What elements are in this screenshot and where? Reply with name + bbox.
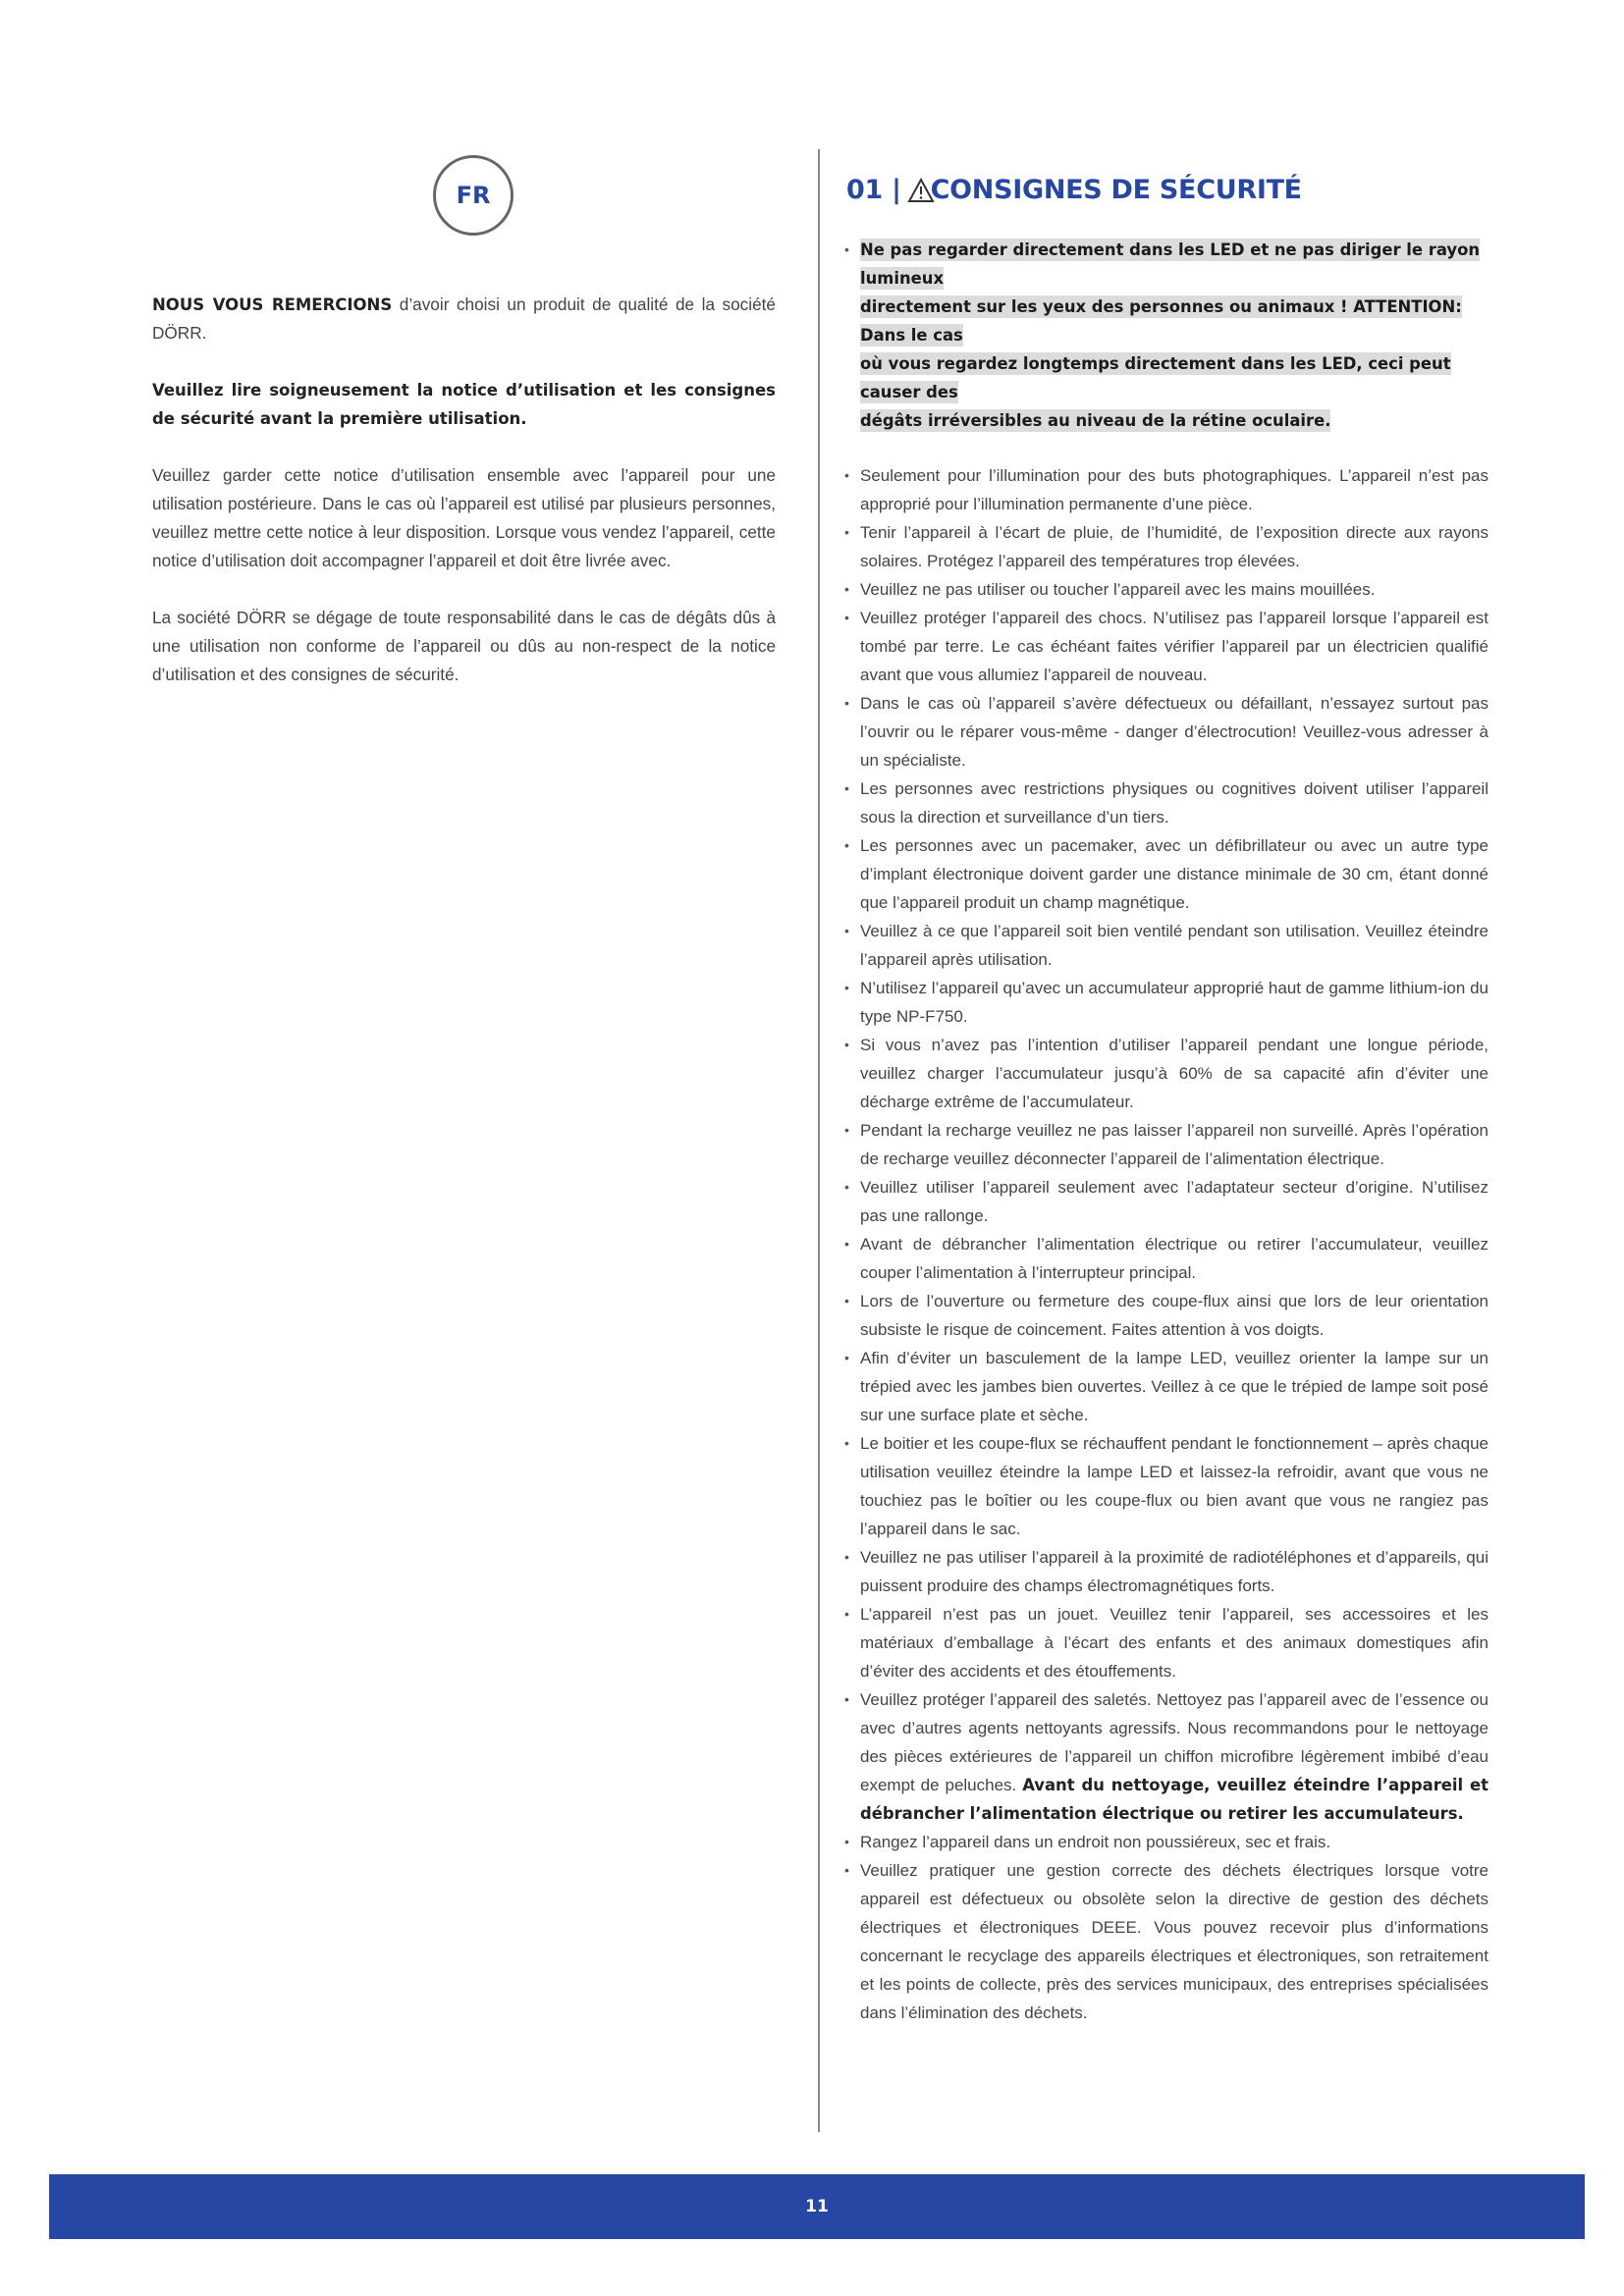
page-number: 11 xyxy=(805,2197,829,2216)
rule-text: Si vous n’avez pas l’intention d’utiliser l’appareil pendant une longue période, veuillez charger l’accumulateur jusqu’à 60% de sa capacité afin d’éviter une décharge extrême de l’accumulateur. xyxy=(860,1036,1489,1111)
rule-text: Dans le cas où l’appareil s’avère défectueux ou défaillant, n’essayez surtout pas l’ouvrir ou le réparer vous-même - danger d’électrocution! Veuillez-vous adresser à un spécialiste. xyxy=(860,694,1489,770)
list-item xyxy=(844,461,1489,518)
thanks-rest: d’avoir choisi un produit de qualité de la société DÖRR. xyxy=(152,294,776,343)
list-item xyxy=(844,1828,1489,1856)
warning-text xyxy=(860,236,1489,435)
list-item xyxy=(844,1287,1489,1344)
list-item xyxy=(844,1600,1489,1685)
rule-text: Rangez l’appareil dans un endroit non poussiéreux, sec et frais. xyxy=(860,1833,1331,1851)
list-item xyxy=(844,1116,1489,1173)
rule-text: Tenir l’appareil à l’écart de pluie, de l’humidité, de l’exposition directe aux rayons solaires. Protégez l’appareil des températures trop élevées. xyxy=(860,523,1489,570)
bullet: • xyxy=(844,610,849,625)
bullet: • xyxy=(844,1236,849,1252)
bullet: • xyxy=(844,467,849,483)
rule-text: L’appareil n’est pas un jouet. Veuillez tenir l’appareil, ses accessoires et les matériaux d’emballage à l’écart des enfants et des animaux domestiques afin d’éviter des accidents et des étouffements. xyxy=(860,1605,1489,1681)
bullet: • xyxy=(844,1691,849,1707)
rule-text: Les personnes avec un pacemaker, avec un défibrillateur ou avec un autre type d’implant électronique doivent garder une distance minimale de 30 cm, étant donné que l’appareil produit un champ magnétique. xyxy=(860,836,1489,912)
rule-text: Veuillez à ce que l’appareil soit bien ventilé pendant son utilisation. Veuillez éteindre l’appareil après utilisation. xyxy=(860,922,1489,969)
list-item xyxy=(844,1856,1489,2027)
bullet: • xyxy=(844,923,849,938)
bullet: • xyxy=(844,241,849,257)
list-item xyxy=(844,689,1489,774)
bullet: • xyxy=(844,581,849,597)
list-item xyxy=(844,974,1489,1031)
thanks-paragraph xyxy=(152,291,776,347)
bullet: • xyxy=(844,1549,849,1565)
bullet: • xyxy=(844,695,849,711)
list-item xyxy=(844,1344,1489,1429)
warning-line: directement sur les yeux des personnes ou animaux ! ATTENTION: Dans le cas xyxy=(860,297,1462,345)
rule-text xyxy=(860,1685,1489,1828)
warning-line: dégâts irréversibles au niveau de la rétine oculaire. xyxy=(860,411,1331,430)
list-item xyxy=(844,917,1489,974)
rule-text: Veuillez ne pas utiliser l’appareil à la proximité de radiotéléphones et d’appareils, qui puissent produire des champs électromagnétiques forts. xyxy=(860,1548,1489,1595)
rule-text: Veuillez ne pas utiliser ou toucher l’appareil avec les mains mouillées. xyxy=(860,580,1376,599)
clean-rule-text: Veuillez protéger l’appareil des saletés. Nettoyez pas l’appareil avec de l’essence ou avec d’autres agents nettoyants agressifs. Nous recommandons pour le nettoyage des pièces extérieures de l’appareil un chiffon microfibre légèrement imbibé d’eau exempt de peluches. xyxy=(860,1690,1489,1794)
list-item xyxy=(844,1230,1489,1287)
rule-text: Veuillez protéger l’appareil des chocs. N’utilisez pas l’appareil lorsque l’appareil est tombé par terre. Le cas échéant faites vérifier l’appareil par un électricien qualifié avant que vous allumiez l’appareil de nouveau. xyxy=(860,609,1489,684)
thanks-bold: NOUS VOUS REMERCIONS xyxy=(152,295,393,314)
safety-rules-list xyxy=(844,461,1489,2027)
rule-text: Les personnes avec restrictions physiques ou cognitives doivent utiliser l’appareil sous la direction et surveillance d’un tiers. xyxy=(860,779,1489,827)
bullet: • xyxy=(844,1834,849,1849)
bullet: • xyxy=(844,1435,849,1451)
bullet: • xyxy=(844,524,849,540)
rule-text: Seulement pour l’illumination pour des buts photographiques. L’appareil n’est pas approprié pour l’illumination permanente d’une pièce. xyxy=(860,466,1489,513)
liability-paragraph: La société DÖRR se dégage de toute responsabilité dans le cas de dégâts dûs à une utilisation non conforme de l’appareil ou dûs au non-respect de la notice d’utilisation et des consignes de sécurité. xyxy=(152,608,776,684)
warning-line: où vous regardez longtemps directement dans les LED, ceci peut causer des xyxy=(860,354,1451,401)
bullet: • xyxy=(844,1293,849,1308)
warning-row xyxy=(844,236,1489,435)
rule-text: Avant de débrancher l’alimentation électrique ou retirer l’accumulateur, veuillez couper l’alimentation à l’interrupteur principal. xyxy=(860,1235,1489,1282)
list-item xyxy=(844,1031,1489,1116)
bullet: • xyxy=(844,780,849,796)
list-item xyxy=(844,604,1489,689)
intro-column xyxy=(152,291,776,718)
list-item xyxy=(844,831,1489,917)
column-divider xyxy=(818,149,820,2132)
rule-text: Lors de l’ouverture ou fermeture des coupe-flux ainsi que lors de leur orientation subsiste le risque de coincement. Faites attention à vos doigts. xyxy=(860,1292,1489,1339)
rule-text: Veuillez pratiquer une gestion correcte des déchets électriques lorsque votre appareil est défectueux ou obsolète selon la directive de gestion des déchets électriques et électroniques DEEE. Vous pouvez recevoir plus d’informations concernant le recyclage des appareils électriques et électroniques, son retraitement et les points de collecte, près des services municipaux, des entreprises spécialisées dans l’élimination des déchets. xyxy=(860,1861,1489,2022)
rule-text: Le boitier et les coupe-flux se réchauffent pendant le fonctionnement – après chaque utilisation veuillez éteindre la lampe LED et laissez-la refroidir, avant que vous ne touchiez pas le boîtier ou les coupe-flux ou bien avant que vous ne rangiez pas l’appareil dans le sac. xyxy=(860,1434,1489,1538)
section-title xyxy=(846,175,1302,205)
bullet: • xyxy=(844,1350,849,1365)
bullet: • xyxy=(844,1122,849,1138)
list-item xyxy=(844,774,1489,831)
section-heading: CONSIGNES DE SÉCURITÉ xyxy=(930,175,1302,205)
list-item xyxy=(844,1685,1489,1828)
warning-line: Ne pas regarder directement dans les LED et ne pas diriger le rayon lumineux xyxy=(860,240,1480,288)
list-item xyxy=(844,518,1489,575)
rule-text: Afin d’éviter un basculement de la lampe LED, veuillez orienter la lampe sur un trépied avec les jambes bien ouvertes. Veillez à ce que le trépied de lampe soit posé sur une surface plate et sèche. xyxy=(860,1349,1489,1424)
rule-text: Pendant la recharge veuillez ne pas laisser l’appareil non surveillé. Après l’opération de recharge veuillez déconnecter l’appareil de l’alimentation électrique. xyxy=(860,1121,1489,1168)
keep-notice-paragraph: Veuillez garder cette notice d’utilisation ensemble avec l’appareil pour une utilisation postérieure. Dans le cas où l’appareil est utilisé par plusieurs personnes, veuillez mettre cette notice à leur disposition. Lorsque vous vendez l’appareil, cette notice d’utilisation doit accompagner l’appareil et doit être livrée avec. xyxy=(152,465,776,570)
list-item xyxy=(844,1543,1489,1600)
bullet: • xyxy=(844,980,849,995)
clean-rule-bold: Avant du nettoyage, veuillez éteindre l’appareil et débrancher l’alimentation électrique ou retirer les accumulateurs. xyxy=(860,1776,1489,1823)
list-item xyxy=(844,575,1489,604)
read-notice-paragraph: Veuillez lire soigneusement la notice d’utilisation et les consignes de sécurité avant la première utilisation. xyxy=(152,381,776,428)
bullet: • xyxy=(844,1606,849,1622)
rule-text: N’utilisez l’appareil qu’avec un accumulateur approprié haut de gamme lithium-ion du type NP-F750. xyxy=(860,979,1489,1026)
bullet: • xyxy=(844,837,849,853)
bullet: • xyxy=(844,1179,849,1195)
bullet: • xyxy=(844,1037,849,1052)
safety-column xyxy=(844,236,1489,2027)
list-item xyxy=(844,1429,1489,1543)
section-number: 01 | xyxy=(846,175,901,205)
language-badge: FR xyxy=(433,155,514,236)
list-item xyxy=(844,1173,1489,1230)
rule-text: Veuillez utiliser l’appareil seulement avec l’adaptateur secteur d’origine. N’utilisez pas une rallonge. xyxy=(860,1178,1489,1225)
led-warning xyxy=(844,236,1489,435)
bullet: • xyxy=(844,1862,849,1878)
footer-bar xyxy=(49,2174,1585,2239)
